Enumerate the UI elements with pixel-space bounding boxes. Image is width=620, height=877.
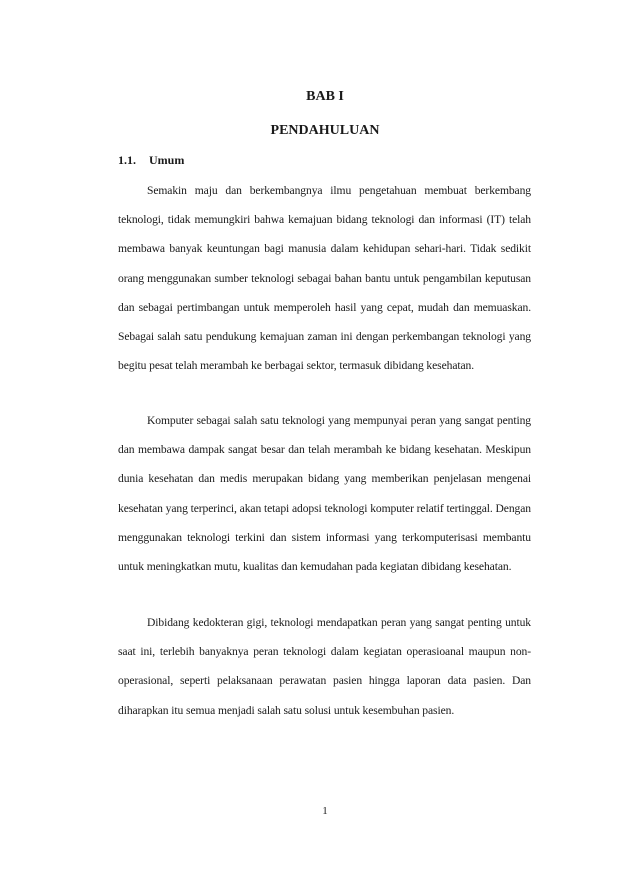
section-number: 1.1. xyxy=(118,153,136,167)
chapter-title: PENDAHULUAN xyxy=(270,123,380,138)
paragraph: Komputer sebagai salah satu teknologi yang mempunyai peran yang sangat penting dan membawa dampak sangat besar dan telah merambah ke bidang kesehatan. Meskipun dunia kesehatan dan medis merupakan bidang yang memberikan penjelasan mengenai kesehatan yang terperinci, akan tetapi adopsi teknologi komputer relatif tertinggal. Dengan menggunakan teknologi terkini dan sistem informasi yang terkomputerisasi membantu untuk meningkatkan mutu, kualitas dan kemudahan pada kegiatan dibidang kesehatan. xyxy=(118,414,531,574)
section-title: Umum xyxy=(149,153,185,167)
paragraph: Dibidang kedokteran gigi, teknologi mendapatkan peran yang sangat penting untuk saat ini, terlebih banyaknya peran teknologi dalam kegiatan operasioanal maupun non-operasional, seperti pelaksanaan perawatan pasien hingga laporan data pasien. Dan diharapkan itu semua menjadi salah satu solusi untuk kesembuhan pasien. xyxy=(118,616,531,717)
page-number: 1 xyxy=(322,805,328,817)
chapter-heading: BAB I xyxy=(306,89,344,104)
section-heading xyxy=(118,153,184,168)
paragraph: Semakin maju dan berkembangnya ilmu pengetahuan membuat berkembang teknologi, tidak memungkiri bahwa kemajuan bidang teknologi dan informasi (IT) telah membawa banyak keuntungan bagi manusia dalam kehidupan sehari-hari. Tidak sedikit orang menggunakan sumber teknologi sebagai bahan bantu untuk pengambilan keputusan dan sebagai pertimbangan untuk memperoleh hasil yang cepat, mudah dan memuaskan. Sebagai salah satu pendukung kemajuan zaman ini dengan perkembangan teknologi yang begitu pesat telah merambah ke berbagai sektor, termasuk dibidang kesehatan. xyxy=(118,184,531,373)
